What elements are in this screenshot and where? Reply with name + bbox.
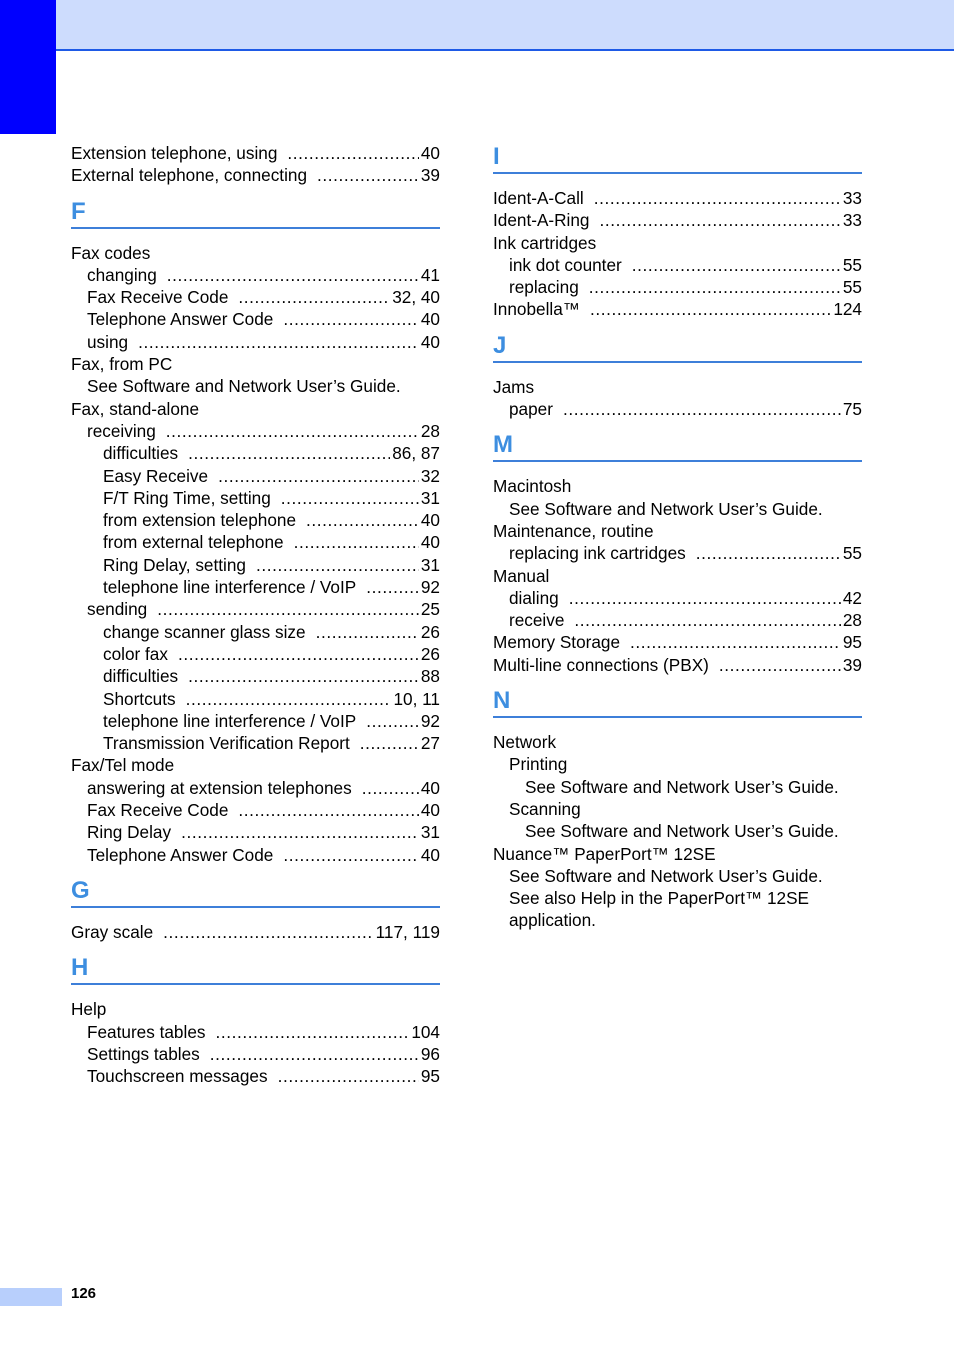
index-entry[interactable]: Ring Delay ..... 31	[71, 821, 440, 843]
header-band	[0, 0, 954, 51]
chapter-tab	[0, 0, 56, 134]
index-entry[interactable]: change scanner glass size ..... 26	[71, 621, 440, 643]
index-entry[interactable]: ink dot counter ..... 55	[493, 254, 862, 276]
index-entry[interactable]: from extension telephone ..... 40	[71, 509, 440, 531]
index-entry[interactable]: from external telephone ..... 40	[71, 531, 440, 553]
section-letter-g: G	[71, 876, 90, 904]
section-letter-n: N	[493, 687, 511, 715]
section-rule	[493, 716, 862, 718]
index-entry: Fax, from PC	[71, 354, 173, 375]
index-entry: Scanning	[509, 798, 581, 819]
index-see-reference: See Software and Network User’s Guide.	[525, 821, 839, 842]
index-entry[interactable]: telephone line interference / VoIP ..... 92	[71, 576, 440, 598]
index-entry[interactable]: replacing ink cartridges ..... 55	[493, 542, 862, 564]
index-entry[interactable]: Memory Storage ..... 95	[493, 631, 862, 653]
index-entry: Fax/Tel mode	[71, 755, 175, 776]
index-column-right	[493, 142, 862, 932]
index-see-reference: See Software and Network User’s Guide.	[525, 776, 839, 797]
index-entry[interactable]: changing ..... 41	[71, 264, 440, 286]
index-entry[interactable]: Settings tables ..... 96	[71, 1043, 440, 1065]
index-entry[interactable]: replacing ..... 55	[493, 276, 862, 298]
index-column-left	[71, 142, 440, 1087]
index-see-reference: See Software and Network User’s Guide.	[87, 376, 401, 397]
index-entry: Ink cartridges	[493, 232, 597, 253]
index-entry[interactable]: Multi-line connections (PBX) ..... 39	[493, 654, 862, 676]
index-entry[interactable]: Telephone Answer Code ..... 40	[71, 844, 440, 866]
index-entry: Macintosh	[493, 476, 572, 497]
index-entry[interactable]: Touchscreen messages ..... 95	[71, 1065, 440, 1087]
index-entry: Fax codes	[71, 242, 151, 263]
index-entry[interactable]: External telephone, connecting ..... 39	[71, 164, 440, 186]
index-entry[interactable]: paper ..... 75	[493, 398, 862, 420]
section-letter-j: J	[493, 331, 507, 359]
section-letter-m: M	[493, 431, 513, 459]
index-entry[interactable]: dialing ..... 42	[493, 587, 862, 609]
section-rule	[71, 906, 440, 908]
index-entry: Maintenance, routine	[493, 520, 654, 541]
section-rule	[71, 227, 440, 229]
page-number: 126	[71, 1285, 97, 1302]
index-entry: Manual	[493, 565, 550, 586]
index-entry[interactable]: difficulties ..... 88	[71, 665, 440, 687]
index-entry[interactable]: answering at extension telephones ..... 40	[71, 777, 440, 799]
index-see-reference: See also Help in the PaperPort™ 12SE	[509, 888, 810, 909]
index-entry[interactable]: sending ..... 25	[71, 598, 440, 620]
index-entry[interactable]: telephone line interference / VoIP ..... 92	[71, 710, 440, 732]
index-entry[interactable]: using ..... 40	[71, 331, 440, 353]
index-entry[interactable]: Fax Receive Code ..... 32, 40	[71, 286, 440, 308]
index-see-reference: application.	[509, 910, 596, 931]
index-entry: Printing	[509, 754, 568, 775]
section-letter-i: I	[493, 143, 500, 170]
index-entry[interactable]: Easy Receive ..... 32	[71, 465, 440, 487]
index-entry[interactable]: receive ..... 28	[493, 609, 862, 631]
section-rule	[493, 172, 862, 174]
index-entry[interactable]: Telephone Answer Code ..... 40	[71, 308, 440, 330]
section-letter-h: H	[71, 954, 89, 982]
index-entry[interactable]: F/T Ring Time, setting ..... 31	[71, 487, 440, 509]
index-entry: Fax, stand-alone	[71, 398, 200, 419]
index-entry[interactable]: Features tables ..... 104	[71, 1021, 440, 1043]
index-entry[interactable]: Shortcuts ..... 10, 11	[71, 688, 440, 710]
index-see-reference: See Software and Network User’s Guide.	[509, 865, 823, 886]
index-entry: Help	[71, 999, 107, 1020]
index-entry: Nuance™ PaperPort™ 12SE	[493, 843, 716, 864]
index-see-reference: See Software and Network User’s Guide.	[509, 498, 823, 519]
index-entry[interactable]: receiving ..... 28	[71, 420, 440, 442]
index-entry: Jams	[493, 376, 535, 397]
index-entry[interactable]: Gray scale ..... 117, 119	[71, 921, 440, 943]
index-entry[interactable]: Transmission Verification Report ..... 27	[71, 732, 440, 754]
index-entry[interactable]: Ident-A-Ring ..... 33	[493, 209, 862, 231]
section-rule	[71, 983, 440, 985]
section-rule	[493, 361, 862, 363]
section-letter-f: F	[71, 197, 86, 225]
index-entry: Network	[493, 732, 557, 753]
index-entry[interactable]: Innobella™ ..... 124	[493, 298, 862, 320]
index-entry[interactable]: Fax Receive Code ..... 40	[71, 799, 440, 821]
footer-band	[0, 1288, 62, 1306]
index-entry[interactable]: Ring Delay, setting ..... 31	[71, 554, 440, 576]
index-entry[interactable]: Extension telephone, using ..... 40	[71, 142, 440, 164]
index-entry[interactable]: color fax ..... 26	[71, 643, 440, 665]
section-rule	[493, 460, 862, 462]
index-entry[interactable]: Ident-A-Call ..... 33	[493, 187, 862, 209]
index-entry[interactable]: difficulties ..... 86, 87	[71, 442, 440, 464]
